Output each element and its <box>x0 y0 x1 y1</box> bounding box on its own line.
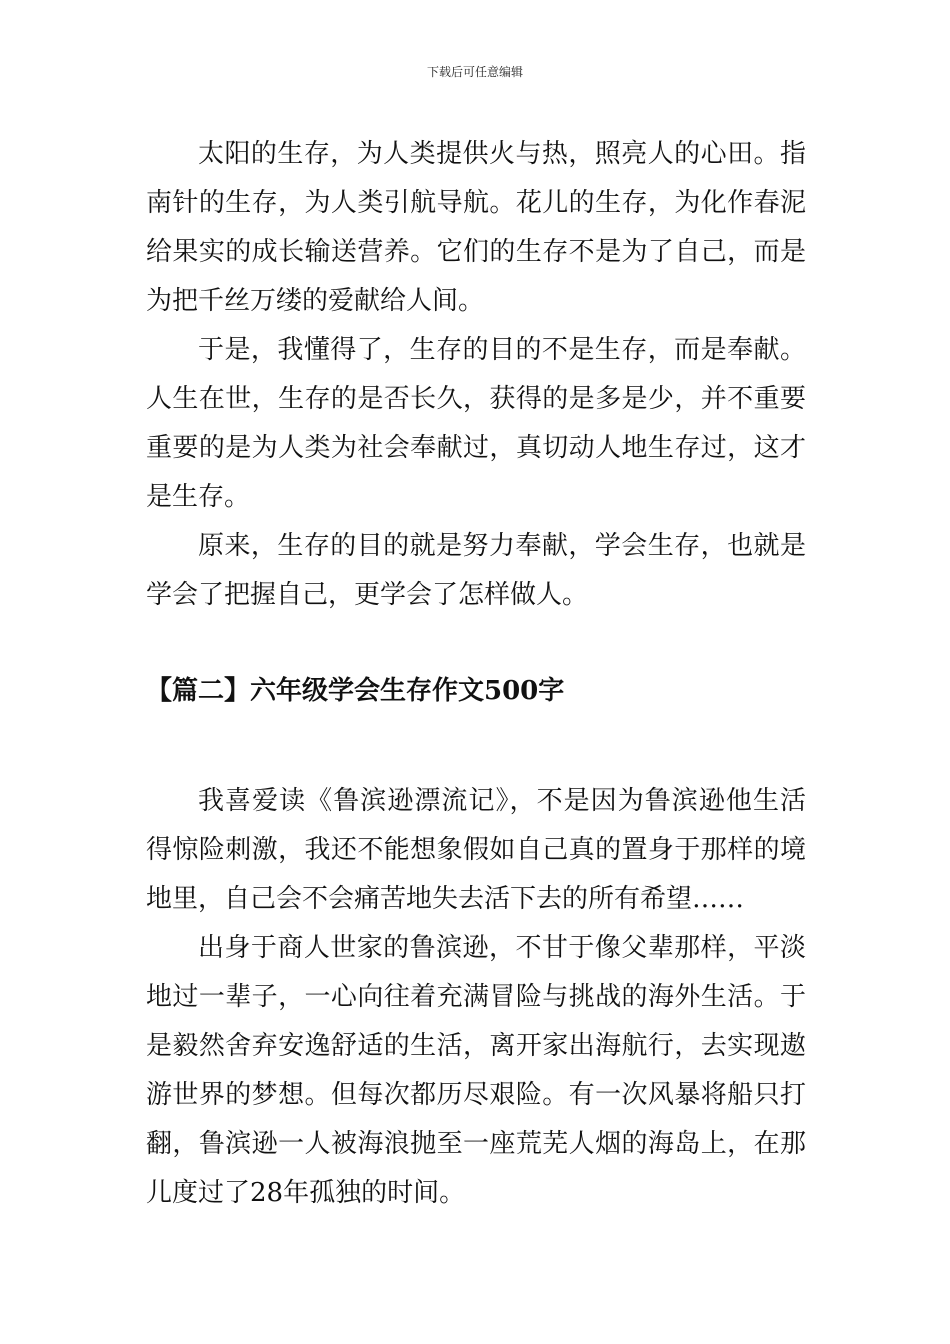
paragraph-purpose-is-dedication: 于是，我懂得了，生存的目的不是生存，而是奉献。人生在世，生存的是否长久，获得的是多是少，并不重要重要的是为人类为社会奉献过，真切动人地生存过，这才是生存。 <box>146 335 806 512</box>
document-body <box>146 130 806 1218</box>
section-spacer <box>146 708 806 777</box>
paragraph-sun-compass-flowers: 太阳的生存，为人类提供火与热，照亮人的心田。指南针的生存，为人类引航导航。花儿的生存，为化作春泥给果实的成长输送营养。它们的生存不是为了自己，而是为把千丝万缕的爱献给人间。 <box>146 139 806 316</box>
paragraph-robinson-intro: 我喜爱读《鲁滨逊漂流记》，不是因为鲁滨逊他生活得惊险刺激，我还不能想象假如自己真的置身于那样的境地里，自己会不会痛苦地失去活下去的所有希望…… <box>146 786 806 914</box>
page-header: 下载后可任意编辑 <box>426 65 523 79</box>
section-title: 【篇二】六年级学会生存作文500字 <box>146 676 565 706</box>
paragraph-learn-to-survive: 原来，生存的目的就是努力奉献，学会生存，也就是学会了把握自己，更学会了怎样做人。 <box>146 531 806 610</box>
paragraph-robinson-story: 出身于商人世家的鲁滨逊，不甘于像父辈那样，平淡地过一辈子，一心向往着充满冒险与挑战的海外生活。于是毅然舍弃安逸舒适的生活，离开家出海航行，去实现遨游世界的梦想。但每次都历尽艰险。有一次风暴将船只打翻，鲁滨逊一人被海浪抛至一座荒芜人烟的海岛上，在那儿度过了28年孤独的时间。 <box>146 933 806 1208</box>
